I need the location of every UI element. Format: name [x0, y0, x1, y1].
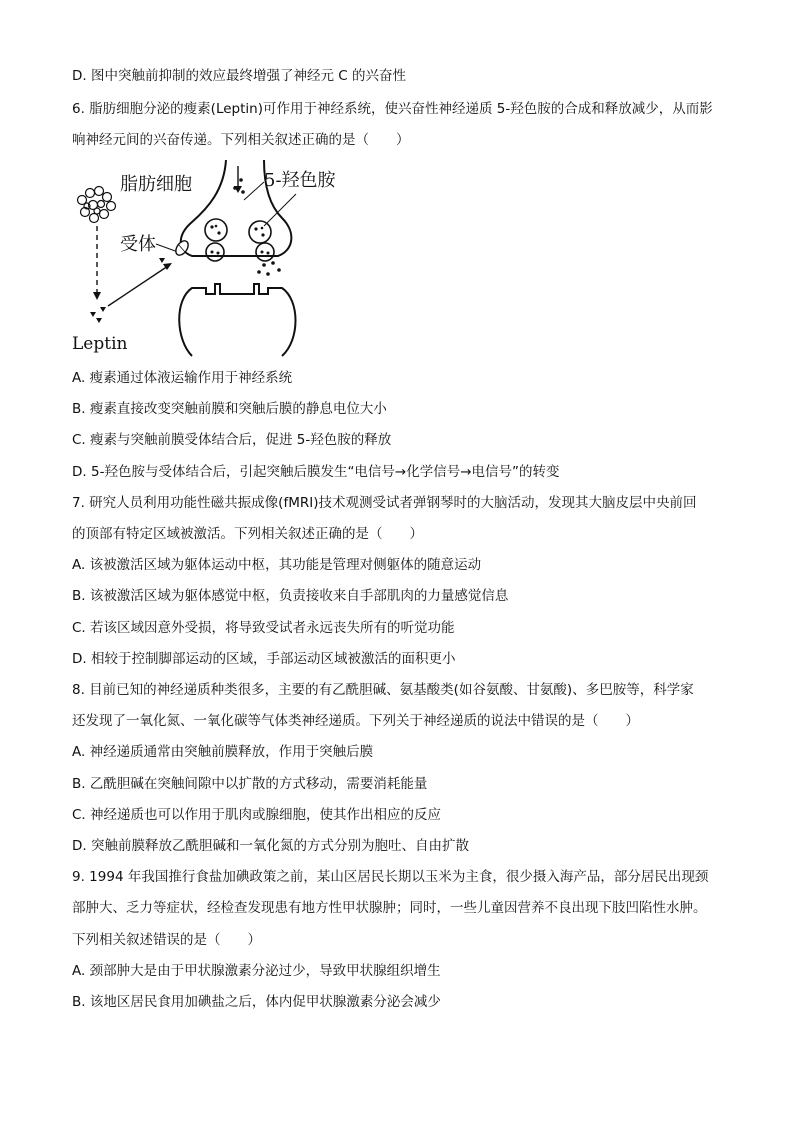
question-6-option-c: C. 瘦素与突触前膜受体结合后，促进 5-羟色胺的释放 — [72, 432, 392, 448]
leptin-molecules-icon — [90, 307, 106, 323]
question-9-option-a: A. 颈部肿大是由于甲状腺激素分泌过少，导致甲状腺组织增生 — [72, 963, 441, 979]
fat-cell-cluster-icon — [78, 187, 116, 223]
question-9-stem-line-3: 下列相关叙述错误的是（ ） — [72, 932, 261, 948]
question-8-option-b: B. 乙酰胆碱在突触间隙中以扩散的方式移动，需要消耗能量 — [72, 776, 428, 792]
question-8-option-d: D. 突触前膜释放乙酰胆碱和一氧化氮的方式分别为胞吐、自由扩散 — [72, 838, 469, 854]
serotonin-label: 5-羟色胺 — [264, 170, 336, 191]
postsynaptic-membrane — [179, 284, 295, 356]
question-7-option-b: B. 该被激活区域为躯体感觉中枢，负责接收来自手部肌肉的力量感觉信息 — [72, 588, 509, 604]
question-8-stem-line-2: 还发现了一氧化氮、一氧化碳等气体类神经递质。下列关于神经递质的说法中错误的是（ ） — [72, 713, 639, 729]
question-7-option-d: D. 相较于控制脚部运动的区域，手部运动区域被激活的面积更小 — [72, 651, 456, 667]
synapse-leptin-diagram — [68, 160, 348, 360]
question-9-option-b: B. 该地区居民食用加碘盐之后，体内促甲状腺激素分泌会减少 — [72, 994, 441, 1010]
question-7-option-a: A. 该被激活区域为躯体运动中枢，其功能是管理对侧躯体的随意运动 — [72, 557, 482, 573]
question-6-stem-line-2: 响神经元间的兴奋传递。下列相关叙述正确的是（ ） — [72, 132, 410, 148]
receptor-label: 受体 — [120, 234, 156, 255]
question-6-stem-line-1: 6. 脂肪细胞分泌的瘦素(Leptin)可作用于神经系统，使兴奋性神经递质 5-羟色胺的合成和释放减少，从而影 — [72, 101, 713, 117]
question-8-option-a: A. 神经递质通常由突触前膜释放，作用于突触后膜 — [72, 744, 374, 760]
question-8-stem-line-1: 8. 目前已知的神经递质种类很多，主要的有乙酰胆碱、氨基酸类(如谷氨酸、甘氨酸)、多巴胺等，科学家 — [72, 682, 694, 698]
question-7-stem-line-1: 7. 研究人员利用功能性磁共振成像(fMRI)技术观测受试者弹钢琴时的大脑活动，发现其大脑皮层中央前回 — [72, 495, 697, 511]
leptin-label: Leptin — [72, 334, 128, 354]
question-7-stem-line-2: 的顶部有特定区域被激活。下列相关叙述正确的是（ ） — [72, 526, 423, 542]
question-7-option-c: C. 若该区域因意外受损，将导致受试者永远丧失所有的听觉功能 — [72, 620, 455, 636]
question-6-option-b: B. 瘦素直接改变突触前膜和突触后膜的静息电位大小 — [72, 401, 387, 417]
question-6-option-d: D. 5-羟色胺与受体结合后，引起突触后膜发生“电信号→化学信号→电信号”的转变 — [72, 464, 560, 480]
question-9-stem-line-1: 9. 1994 年我国推行食盐加碘政策之前，某山区居民长期以玉米为主食，很少摄入海产品，部分居民出现颈 — [72, 869, 709, 885]
fat-cell-label: 脂肪细胞 — [120, 174, 192, 195]
question-6-option-a: A. 瘦素通过体液运输作用于神经系统 — [72, 370, 293, 386]
question-8-option-c: C. 神经递质也可以作用于肌肉或腺细胞，使其作出相应的反应 — [72, 807, 442, 823]
question-9-stem-line-2: 部肿大、乏力等症状，经检查发现患有地方性甲状腺肿；同时，一些儿童因营养不良出现下肢凹陷性水肿。 — [72, 900, 707, 916]
question-5-option-d: D. 图中突触前抑制的效应最终增强了神经元 C 的兴奋性 — [72, 68, 406, 84]
